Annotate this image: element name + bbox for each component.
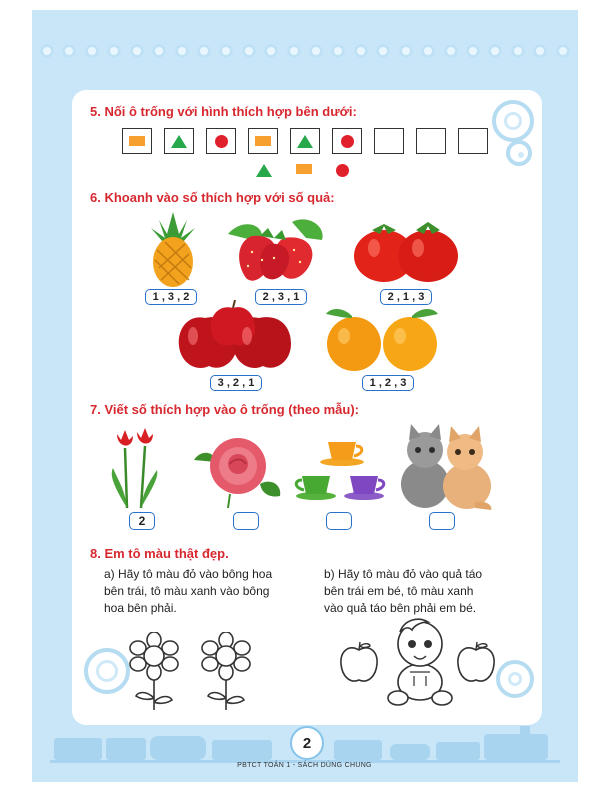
tomatoes-picture — [350, 216, 462, 284]
baby-outline — [384, 616, 456, 708]
flower-outline-right[interactable] — [198, 632, 254, 712]
triangle-shape — [256, 164, 272, 177]
empty-box[interactable] — [458, 128, 488, 154]
answer-box[interactable] — [233, 512, 259, 530]
shape-box[interactable] — [332, 128, 362, 154]
shape-choice[interactable] — [296, 164, 312, 174]
page-number: 2 — [290, 726, 324, 760]
lace-border — [40, 40, 570, 64]
flower-outline-left[interactable] — [126, 632, 182, 712]
fruit-count-options[interactable]: 2 , 1 , 3 — [380, 289, 432, 305]
shape-box[interactable] — [206, 128, 236, 154]
rect-shape — [255, 136, 271, 146]
rect-shape — [296, 164, 312, 174]
swirl-decoration — [506, 140, 532, 166]
shape-box[interactable] — [122, 128, 152, 154]
triangle-shape — [297, 135, 313, 148]
part-b-instructions: b) Hãy tô màu đỏ vào quả táo bên trái em bé, tô màu xanh vào quả táo bên phải em bé. — [324, 567, 483, 615]
shape-box[interactable] — [164, 128, 194, 154]
fruit-count-options[interactable]: 3 , 2 , 1 — [210, 375, 262, 391]
swirl-decoration — [84, 648, 130, 694]
answer-box[interactable]: 2 — [129, 512, 155, 530]
answer-box[interactable] — [429, 512, 455, 530]
triangle-shape — [171, 135, 187, 148]
kittens-picture — [395, 424, 495, 510]
answer-box[interactable] — [326, 512, 352, 530]
strawberries-picture — [222, 214, 332, 286]
swirl-decoration — [492, 100, 534, 142]
empty-box[interactable] — [416, 128, 446, 154]
fruit-count-options[interactable]: 1 , 2 , 3 — [362, 375, 414, 391]
apple-outline-left[interactable] — [338, 640, 380, 684]
fruit-count-options[interactable]: 2 , 3 , 1 — [255, 289, 307, 305]
fruit-count-options[interactable]: 1 , 3 , 2 — [145, 289, 197, 305]
pineapple-picture — [145, 210, 201, 288]
shape-choice[interactable] — [256, 164, 272, 177]
exercise-5-title: 5. Nối ô trống với hình thích hợp bên dưới: — [90, 104, 357, 119]
part-a-instructions: a) Hãy tô màu đỏ vào bông hoa bên trái, tô màu xanh vào bông hoa bên phải. — [104, 567, 273, 615]
shape-box[interactable] — [290, 128, 320, 154]
shape-choice[interactable] — [336, 164, 349, 177]
footer-text: PBTCT TOÁN 1 - SÁCH DÙNG CHUNG — [237, 762, 372, 769]
exercise-6-title: 6. Khoanh vào số thích hợp với số quả: — [90, 190, 335, 205]
exercise-8-title: 8. Em tô màu thật đẹp. — [90, 546, 229, 561]
circle-shape — [336, 164, 349, 177]
rect-shape — [129, 136, 145, 146]
empty-box[interactable] — [374, 128, 404, 154]
oranges-picture — [322, 304, 442, 372]
swirl-decoration — [496, 660, 534, 698]
exercise-7-title: 7. Viết số thích hợp vào ô trống (theo mẫu): — [90, 402, 360, 417]
apples-picture — [175, 300, 295, 372]
apple-outline-right[interactable] — [455, 640, 497, 684]
rose-picture — [190, 432, 286, 508]
circle-shape — [215, 135, 228, 148]
circle-shape — [341, 135, 354, 148]
tulips-picture — [105, 428, 165, 512]
shape-box[interactable] — [248, 128, 278, 154]
cups-picture — [292, 434, 388, 506]
